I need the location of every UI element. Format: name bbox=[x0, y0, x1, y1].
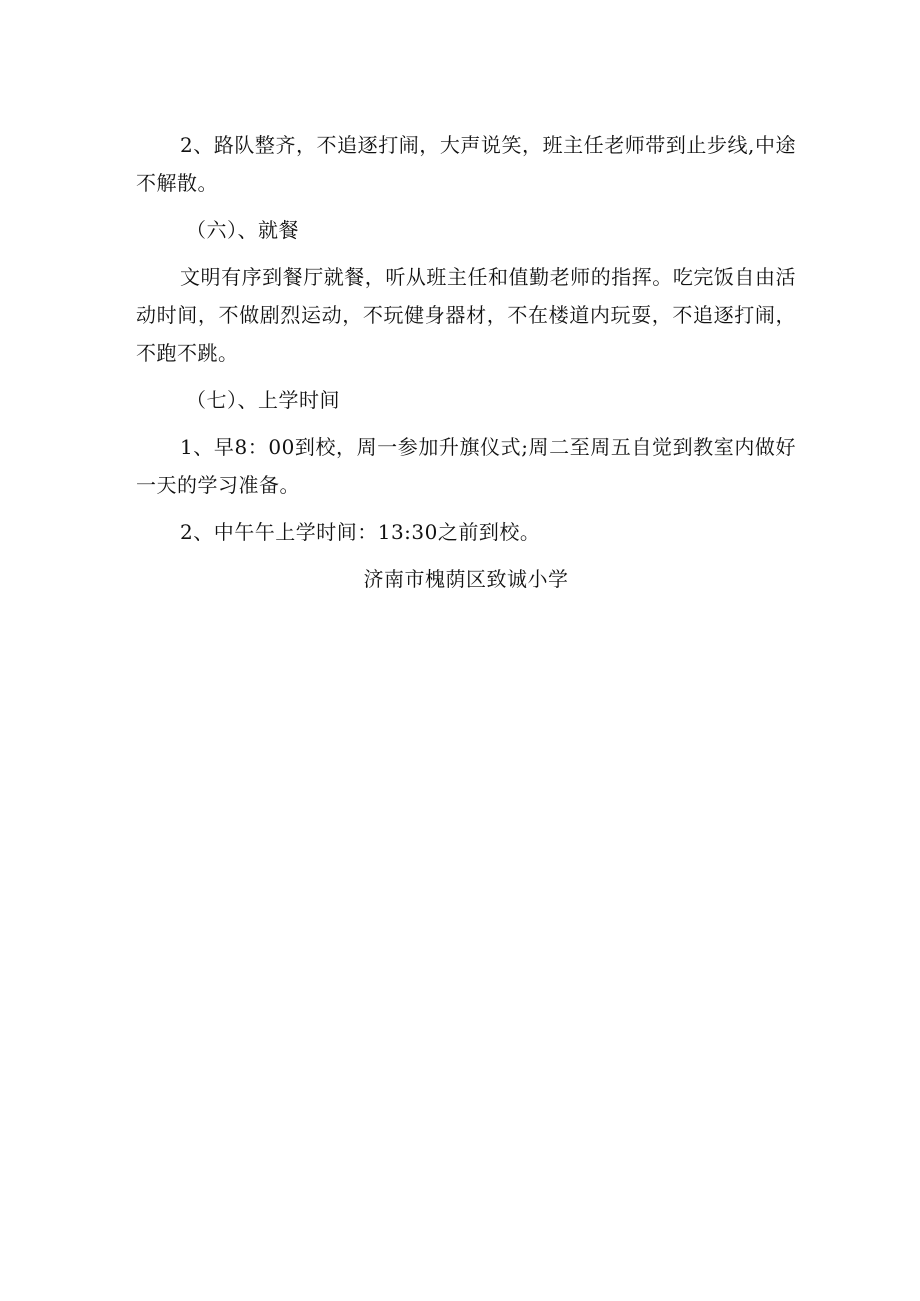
section-heading-school-time: （七）、上学时间 bbox=[186, 388, 340, 412]
school-signature: 济南市槐荫区致诚小学 bbox=[363, 567, 569, 591]
document-body bbox=[136, 126, 796, 598]
paragraph-dining-rules: 文明有序到餐厅就餐，听从班主任和值勤老师的指挥。吃完饭自由活动时间，不做剧烈运动，不玩健身器材，不在楼道内玩耍，不追逐打闹，不跑不跳。 bbox=[136, 265, 796, 365]
section-heading-dining: （六）、就餐 bbox=[186, 218, 299, 242]
paragraph-road-queue: 2、路队整齐，不追逐打闹，大声说笑，班主任老师带到止步线,中途不解散。 bbox=[136, 133, 796, 195]
paragraph-noon-arrival: 2、中午午上学时间：13:30之前到校。 bbox=[180, 520, 541, 544]
paragraph-morning-arrival: 1、早8：00到校，周一参加升旗仪式;周二至周五自觉到教室内做好一天的学习准备。 bbox=[136, 435, 796, 497]
